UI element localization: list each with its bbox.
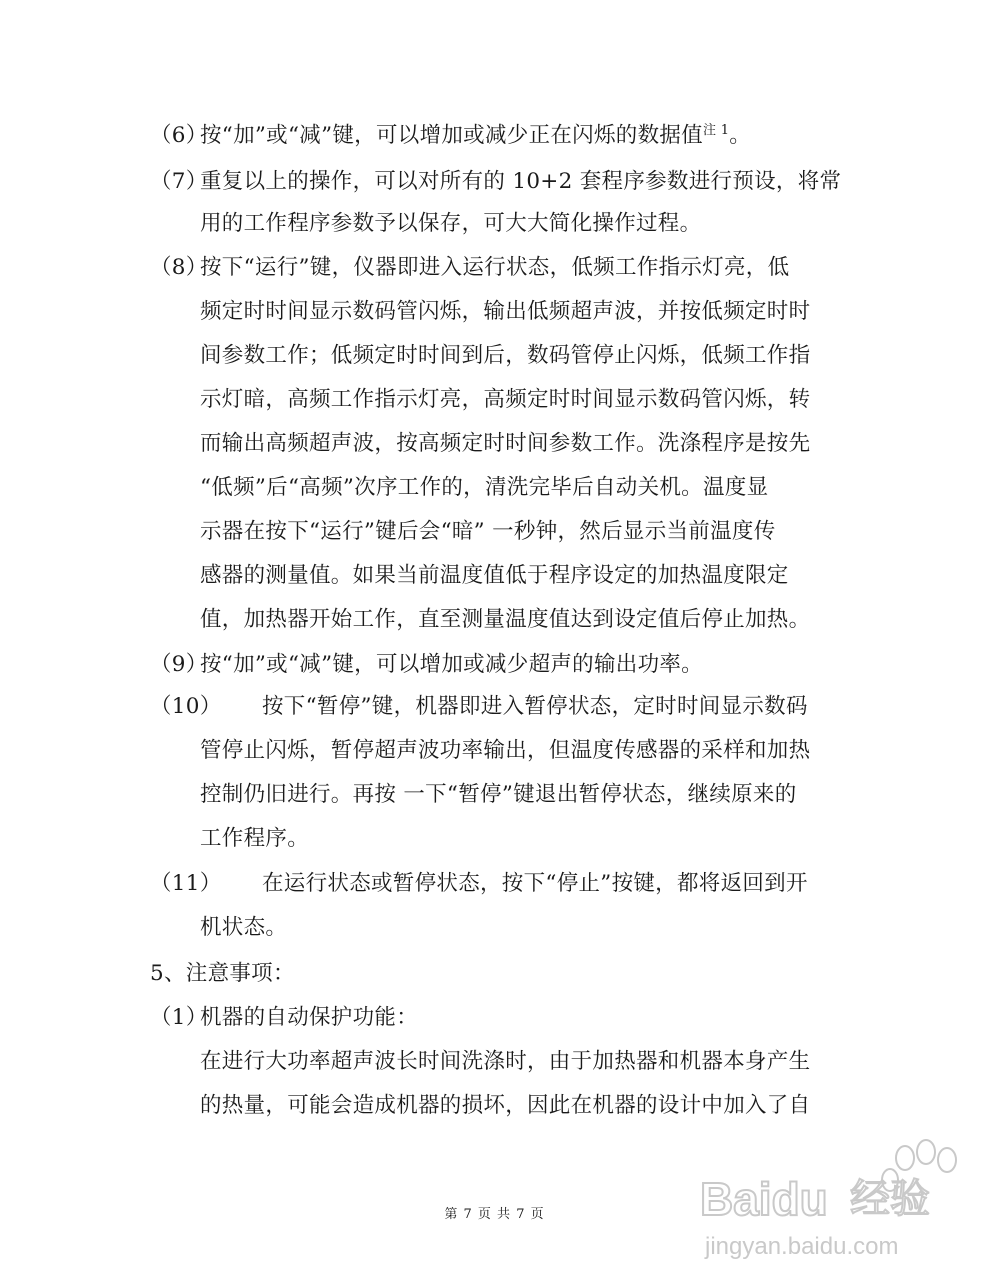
baidu-jingyan-watermark bbox=[700, 1130, 980, 1270]
item-line: 感器的测量值。如果当前温度值低于程序设定的加热温度限定 bbox=[200, 563, 789, 588]
item-line: 示器在按下“运行”键后会“暗” 一秒钟，然后显示当前温度传 bbox=[200, 519, 776, 544]
item-line: 频定时时间显示数码管闪烁，输出低频超声波，并按低频定时时 bbox=[200, 299, 811, 324]
item-line: 控制仍旧进行。再按 一下“暂停”键退出暂停状态，继续原来的 bbox=[200, 782, 797, 807]
item-number: （1） bbox=[150, 1005, 208, 1030]
page-footer: 第 7 页 共 7 页 bbox=[444, 1207, 545, 1222]
item-line: 机状态。 bbox=[200, 915, 288, 940]
item-number: （10） bbox=[150, 694, 222, 719]
watermark-cn: 经验 bbox=[850, 1176, 930, 1222]
item-line: 用的工作程序参数予以保存，可大大简化操作过程。 bbox=[200, 211, 702, 236]
item-line: 示灯暗，高频工作指示灯亮，高频定时时间显示数码管闪烁，转 bbox=[200, 387, 811, 412]
paragraph-line: 在进行大功率超声波长时间洗涤时，由于加热器和机器本身产生 bbox=[200, 1049, 811, 1074]
item-number: （9） bbox=[150, 652, 208, 677]
item-line: 管停止闪烁，暂停超声波功率输出，但温度传感器的采样和加热 bbox=[200, 738, 811, 763]
item-line: “低频”后“高频”次序工作的，清洗完毕后自动关机。温度显 bbox=[200, 475, 769, 500]
item-number: （8） bbox=[150, 255, 208, 280]
item-line: 工作程序。 bbox=[200, 826, 310, 851]
item-number: （11） bbox=[150, 871, 222, 896]
item-number: （7） bbox=[150, 169, 208, 194]
item-line: 按下“运行”键，仪器即进入运行状态，低频工作指示灯亮，低 bbox=[200, 255, 790, 280]
paragraph-line: 的热量，可能会造成机器的损坏，因此在机器的设计中加入了自 bbox=[200, 1093, 811, 1118]
item-tail: 。 bbox=[729, 123, 752, 148]
item-line: 间参数工作；低频定时时间到后，数码管停止闪烁，低频工作指 bbox=[200, 343, 811, 368]
item-line: 值，加热器开始工作，直至测量温度值达到设定值后停止加热。 bbox=[200, 607, 811, 632]
item-line: 按“加”或“减”键，可以增加或减少超声的输出功率。 bbox=[200, 652, 703, 677]
item-line: 按下“暂停”键，机器即进入暂停状态，定时时间显示数码 bbox=[262, 694, 808, 719]
item-line: 机器的自动保护功能： bbox=[200, 1005, 419, 1030]
item-text: 按“加”或“减”键，可以增加或减少正在闪烁的数据值 bbox=[200, 123, 703, 148]
watermark-url: jingyan.baidu.com bbox=[705, 1233, 899, 1260]
document-page: （6） 按“加”或“减”键，可以增加或减少正在闪烁的数据值$^{注 1}$。 （7） 重复以上的操作，可以对所有的 10+2 套程序参数进行预设，将常 用的工作程序参数予以保存，可大大简化操作过程。 （8） 按下“运行”键，仪器即进入运行状态，低频工作指示灯亮，低 频定时时间显示数码管闪烁，输出低频超声波，并按低频定时时 间参数工作；低频定时时间到后，数码管停止闪烁，低频工作指 示灯暗，高频工作指示灯亮，高频定时时间显示数码管闪烁，转 而输出高频超声波，按高频定时时间参数工作。洗涤程序是按先 “低频”后“高频”次序工作的，清洗完毕后自动关机。温度显 示器在按下“运行”键后会“暗” 一秒钟，然后显示当前温度传 感器的测量值。如果当前温度值低于程序设定的加热温度限定 值，加热器开始工作，直至测量温度值达到设定值后停止加热。 （9） 按“加”或“减”键，可以增加或减少超声的输出功率。 （10） 按下“暂停”键，机器即进入暂停状态，定时时间显示数码 管停止闪烁，暂停超声波功率输出，但温度传感器的采样和加热 控制仍旧进行。再按 一下“暂停”键退出暂停状态，继续原来的 工作程序。 （11） 在运行状态或暂停状态，按下“停止”按键，都将返回到开 机状态。 5、注意事项： （1） 机器的自动保护功能： 在进行大功率超声波长时间洗涤时，由于加热器和机器本身产生 的热量，可能会造成机器的损坏，因此在机器的设计中加入了自 第 7 页 共 7 页 Baidu 经验 jingyan.baidu.com bbox=[0, 0, 989, 1280]
footnote-marker: 注 1 bbox=[702, 123, 730, 138]
watermark-brand: Baidu bbox=[700, 1173, 828, 1225]
item-line: 而输出高频超声波，按高频定时时间参数工作。洗涤程序是按先 bbox=[200, 431, 811, 456]
item-line: 在运行状态或暂停状态，按下“停止”按键，都将返回到开 bbox=[262, 871, 808, 896]
item-number: （6） bbox=[150, 123, 208, 148]
item-line: 重复以上的操作，可以对所有的 10+2 套程序参数进行预设，将常 bbox=[200, 169, 842, 194]
